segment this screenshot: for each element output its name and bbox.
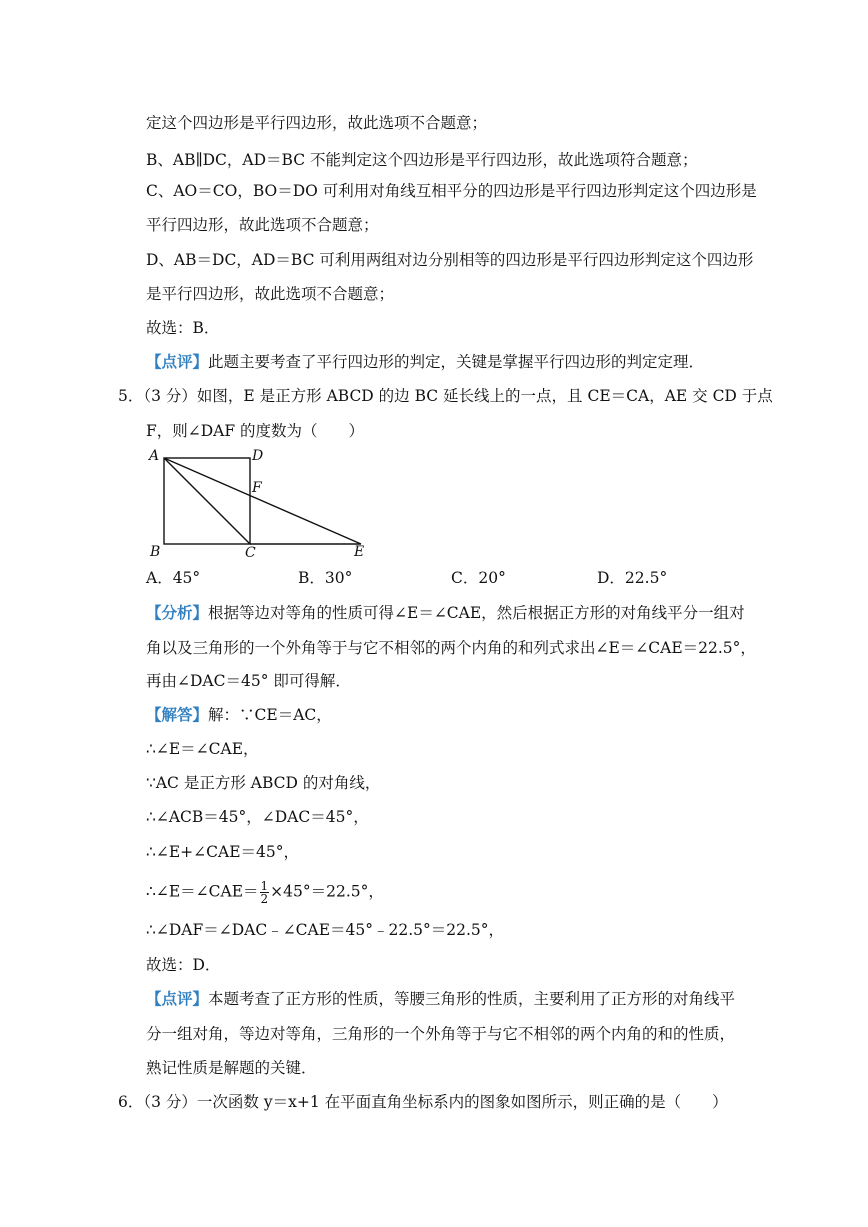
comment-tag: 【点评】	[146, 352, 209, 371]
analysis-line: 角以及三角形的一个外角等于与它不相邻的两个内角的和列式求出∠E＝∠CAE＝22.5°，	[146, 639, 756, 657]
line-ae	[164, 458, 361, 544]
analysis-tag: 【分析】	[146, 603, 209, 622]
diagonal-ac	[164, 458, 250, 544]
option-a: A．45°	[146, 569, 201, 587]
option-c: C．20°	[451, 569, 506, 587]
comment-text: 此题主要考查了平行四边形的判定，关键是掌握平行四边形的判定定理．	[208, 353, 705, 371]
solution-line: 故选：D．	[146, 956, 221, 974]
solution-line	[146, 705, 332, 725]
solution-text: 解：∵CE＝AC，	[208, 706, 332, 724]
solution-line: ∵AC 是正方形 ABCD 的对角线，	[146, 774, 381, 792]
point-label-e: E	[354, 544, 365, 560]
text-line: 是平行四边形，故此选项不合题意；	[146, 285, 395, 303]
question-6-line: 6．（3 分）一次函数 y＝x+1 在平面直角坐标系内的图象如图所示，则正确的是（ ）	[118, 1093, 728, 1111]
comment-line	[146, 352, 704, 372]
text-line: C、AO＝CO，BO＝DO 可利用对角线互相平分的四边形是平行四边形判定这个四边形是	[146, 182, 757, 200]
solution-tag: 【解答】	[146, 705, 209, 724]
solution-line: ∴∠DAF＝∠DAC﹣∠CAE＝45°﹣22.5°＝22.5°，	[146, 921, 505, 939]
comment-line: 分一组对角，等边对等角，三角形的一个外角等于与它不相邻的两个内角的和的性质，	[146, 1025, 736, 1043]
comment-tag: 【点评】	[146, 989, 209, 1008]
analysis-line: 再由∠DAC＝45° 即可得解．	[146, 672, 351, 690]
fraction-one-half	[260, 880, 270, 905]
option-d: D．22.5°	[597, 569, 668, 587]
question-5-line: 5．（3 分）如图，E 是正方形 ABCD 的边 BC 延长线上的一点，且 CE＝CA，AE 交 CD 于点	[118, 387, 773, 405]
vertex-label-b: B	[150, 544, 161, 560]
text-line: 平行四边形，故此选项不合题意；	[146, 216, 379, 234]
comment-line: 熟记性质是解题的关键．	[146, 1059, 317, 1077]
text-line: D、AB＝DC，AD＝BC 可利用两组对边分别相等的四边形是平行四边形判定这个四边形	[146, 251, 754, 269]
solution-line: ∴∠E＝∠CAE，	[146, 740, 259, 758]
text-line: B、AB∥DC，AD＝BC 不能判定这个四边形是平行四边形，故此选项符合题意；	[146, 151, 698, 169]
solution-line	[146, 880, 384, 905]
vertex-label-a: A	[149, 448, 160, 464]
text-line: 定这个四边形是平行四边形，故此选项不合题意；	[146, 114, 488, 132]
text-line: 故选：B．	[146, 319, 220, 337]
solution-text: ×45°＝22.5°，	[270, 882, 384, 901]
fraction-denominator: 2	[260, 892, 269, 906]
comment-text: 本题考查了正方形的性质，等腰三角形的性质，主要利用了正方形的对角线平	[208, 990, 736, 1008]
question-5-line: F，则∠DAF 的度数为（ ）	[146, 422, 365, 440]
analysis-text: 根据等边对等角的性质可得∠E＝∠CAE，然后根据正方形的对角线平分一组对	[208, 604, 745, 622]
comment-line	[146, 989, 735, 1009]
solution-line: ∴∠ACB＝45°，∠DAC＝45°，	[146, 808, 369, 826]
option-b: B．30°	[298, 569, 353, 587]
square-figure	[145, 444, 375, 560]
vertex-label-c: C	[245, 545, 256, 560]
point-label-f: F	[252, 480, 262, 496]
vertex-label-d: D	[252, 448, 264, 464]
solution-text: ∴∠E＝∠CAE＝	[146, 882, 259, 901]
solution-line: ∴∠E+∠CAE＝45°，	[146, 843, 299, 861]
fraction-numerator: 1	[260, 879, 269, 893]
analysis-line	[146, 603, 745, 623]
